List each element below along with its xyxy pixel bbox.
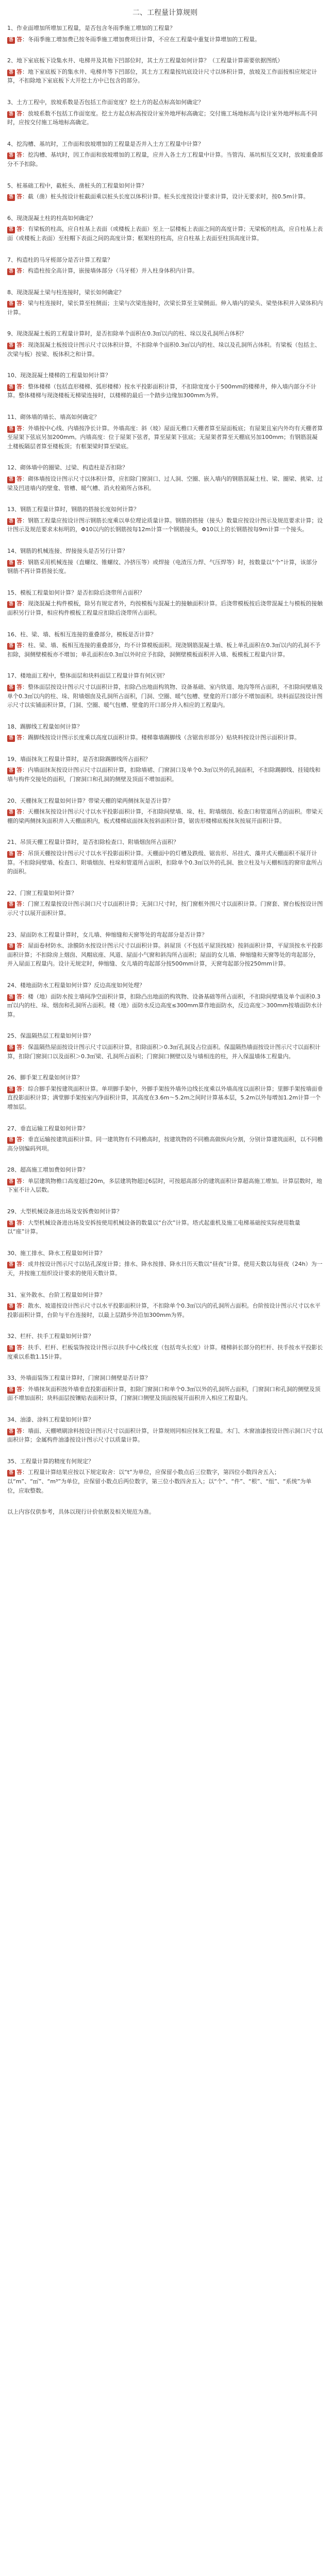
answer-label: 答 [16, 226, 23, 233]
question-text: 35、工程量计算的精度有何规定？ [7, 1458, 94, 1465]
answer-badge: 答 [7, 1429, 15, 1435]
answer-badge: 答 [7, 227, 15, 233]
qa-item [7, 98, 323, 127]
answer-label: 答 [16, 767, 23, 774]
answer-badge: 答 [7, 994, 15, 1001]
answer-badge: 答 [7, 685, 15, 691]
answer-text: ：外墙抹灰面积按外墙垂直投影面积计算，扣除门窗洞口和单个0.3㎡以外的孔洞所占面积，门窗洞口和孔洞的侧壁及顶面不增加面积；块料面层按镶贴表面积计算，门窗洞口侧壁及顶面按展开面积并入相应工程量内。 [7, 1385, 321, 1402]
answer-badge: 答 [7, 809, 15, 816]
answer-block [7, 683, 323, 710]
answer-badge: 答 [7, 902, 15, 908]
qa-item [7, 181, 323, 201]
question-text: 14、钢筋的机械连接、焊接接头是否另行计算？ [7, 547, 128, 554]
qa-item [7, 671, 323, 709]
answer-label: 答 [16, 558, 23, 566]
answer-block [7, 1218, 323, 1236]
question-text: 33、外墙面装饰工程量计算时，门窗洞口侧壁是否计算？ [7, 1375, 151, 1382]
answer-label: 答 [16, 600, 23, 607]
answer-text: ：散水、坡道按设计图示尺寸以水平投影面积计算，不扣除单个0.3㎡以内的孔洞所占面积。台阶按设计图示尺寸以水平投影面积计算，台阶与平台连接时，以最上层踏步外沿加300mm为界。 [7, 1302, 321, 1318]
answer-label: 答 [16, 1344, 23, 1351]
answer-text: ：楼（地）面防水按主墙间净空面积计算，扣除凸出地面的构筑物、设备基础等所占面积，不扣除间壁墙及单个面积0.3㎡以内的柱、垛、烟囱和孔洞所占面积。楼（地）面防水反边高度≤300mm算作地面防水，反边高度＞300mm按墙面防水计算。 [7, 993, 323, 1018]
question-text: 12、砌体墙中的圈梁、过梁、构造柱是否扣除？ [7, 464, 128, 471]
answer-badge: 答 [7, 37, 15, 44]
answer-label: 答 [16, 642, 23, 649]
answer-text: ：整体面层按设计图示尺寸以面积计算，扣除凸出地面构筑物、设备基础、室内铁道、地沟等所占面积，不扣除间壁墙及单个0.3㎡以内的柱、垛、附墙烟囱及孔洞所占面积，门洞、空圈、暖气包槽、壁龛的开口部分不增加面积。块料面层按设计图示尺寸以实铺面积计算，门洞、空圈、暖气包槽、壁龛的开口部分并入相应的工程量内。 [7, 683, 323, 709]
answer-label: 答 [16, 1261, 23, 1268]
answer-block [7, 341, 323, 359]
answer-label: 答 [16, 901, 23, 908]
answer-text: ：钢筋采用机械连接（直螺纹、锥螺纹、冷挤压等）或焊接（电渣压力焊、气压焊等）时，按数量以“个”计算，该部分钢筋不再计算搭接长度。 [7, 558, 318, 575]
answer-badge: 答 [7, 477, 15, 483]
answer-label: 答 [16, 734, 23, 741]
answer-badge: 答 [7, 768, 15, 774]
qa-item [7, 1249, 323, 1278]
answer-text: ：钢筋工程量应按设计图示钢筋长度乘以单位理论质量计算。钢筋的搭接（接头）数量应按设计图示及规范要求计算；设计图示及规范要求未标明的，Φ10以内的长钢筋按每12m计算一个钢筋接头，Φ10以上的长钢筋按每9m计算一个接头。 [7, 517, 323, 533]
answer-label: 答 [16, 1177, 23, 1184]
answer-badge: 答 [7, 851, 15, 858]
answer-text: ：踢脚线按设计图示长度乘以高度以面积计算。楼梯靠墙踢脚线（含锯齿形部分）贴块料按设计图示面积计算。 [22, 734, 301, 741]
answer-block [7, 1301, 323, 1319]
answer-text: ：垂直运输按建筑面积计算。同一建筑物有不同檐高时，按建筑物的不同檐高做纵向分割，分别计算建筑面积，以不同檐高分别编码列项。 [7, 1136, 323, 1152]
question-text: 4、挖沟槽、基坑时，工作面和放坡增加的工程量是否并入土方工程量中计算？ [7, 140, 204, 147]
qa-item [7, 1332, 323, 1361]
answer-text: ：构造柱按全高计算，嵌接墙体部分（马牙槎）并入柱身体积内计算。 [22, 267, 199, 275]
qa-item [7, 1165, 323, 1195]
answer-label: 答 [16, 476, 23, 482]
answer-block [7, 1084, 323, 1112]
answer-badge: 答 [7, 426, 15, 433]
answer-badge: 答 [7, 518, 15, 525]
answer-badge: 答 [7, 301, 15, 308]
answer-label: 答 [16, 36, 23, 43]
answer-text: ：挖沟槽、基坑时，因工作面和放坡增加的工程量，应并入各土方工程量中计算。当管沟、基坑相互交叉时，放坡重叠部分不予扣除。 [7, 151, 323, 167]
qa-item [7, 630, 323, 659]
answer-label: 答 [16, 1385, 23, 1393]
question-text: 26、脚手架工程量如何计算？ [7, 1074, 82, 1081]
qa-item [7, 796, 323, 826]
qa-item [7, 1457, 323, 1495]
answer-block [7, 424, 323, 451]
answer-badge: 答 [7, 152, 15, 159]
answer-label: 答 [16, 808, 23, 816]
answer-text: ：内墙面抹灰按设计图示尺寸以面积计算，扣除墙裙、门窗洞口及单个0.3㎡以外的孔洞面积，不扣除踢脚线、挂镜线和墙与构件交接处的面积，门窗洞口和孔洞的侧壁及顶面不增加面积。 [7, 767, 321, 783]
qa-item [7, 24, 323, 44]
answer-badge: 答 [7, 1387, 15, 1394]
answer-block [7, 109, 323, 127]
footer-note: 以上内容仅供参考，具体以现行计价依据及相关规范为准。 [7, 1509, 155, 1516]
answer-block [7, 516, 323, 534]
answer-text: ：现浇混凝土板按设计图示尺寸以体积计算，不扣除单个面积0.3㎡以内的柱、垛以及孔洞所占体积。有梁板（包括主、次梁与板）按梁、板体积之和计算。 [7, 342, 321, 358]
qa-item [7, 214, 323, 243]
answer-badge: 答 [7, 1470, 15, 1477]
answer-label: 答 [16, 383, 23, 390]
question-text: 27、垂直运输工程量如何计算？ [7, 1125, 88, 1132]
question-text: 20、天棚抹灰工程量如何计算？带梁天棚的梁两侧抹灰是否计算？ [7, 797, 173, 804]
answer-label: 答 [16, 300, 23, 307]
question-text: 24、楼地面防水工程量如何计算？反边高度如何处理？ [7, 981, 145, 989]
answer-badge: 答 [7, 1087, 15, 1093]
answer-text: ：屋面卷材防水、涂膜防水按设计图示尺寸以面积计算。斜屋顶（不包括平屋顶找坡）按斜面积计算，平屋顶按水平投影面积计算；不扣除房上烟囱、风帽底座、风道、屋面小气窗和斜沟所占面积；屋面的女儿墙、伸缩缝和天窗等处的弯起部分，并入屋面工程量内。设计无规定时，伸缩缝、女儿墙的弯起部分按500mm计算，天窗弯起部分按250mm计算。 [7, 942, 323, 968]
qa-item [7, 930, 323, 969]
answer-block [7, 266, 323, 276]
answer-badge: 答 [7, 194, 15, 201]
answer-text: ：综合脚手架按建筑面积计算。单项脚手架中，外脚手架按外墙外边线长度乘以外墙高度以面积计算；里脚手架按墙面垂直投影面积计算；满堂脚手架按室内净面积计算，其高度在3.6m～5.2m之间时计算基本层，5.2m以外每增加1.2m计算一个增加层。 [7, 1085, 323, 1110]
question-text: 10、现浇混凝土楼梯的工程量如何计算？ [7, 372, 111, 379]
answer-block [7, 1385, 323, 1403]
qa-item [7, 463, 323, 493]
question-text: 22、门窗工程量如何计算？ [7, 889, 77, 896]
answer-label: 答 [16, 517, 23, 524]
answer-block [7, 1177, 323, 1195]
question-text: 19、墙面抹灰工程量计算时，是否扣除踢脚线所占面积？ [7, 755, 151, 762]
answer-text: ：门窗工程量按设计图示洞口尺寸以面积计算；无洞口尺寸时，按门窗框外围尺寸以面积计算。门窗套、窗台板按设计图示尺寸以展开面积计算。 [7, 901, 323, 917]
question-text: 7、构造柱的马牙槎部分是否计算工程量？ [7, 256, 113, 263]
answer-text: ：天棚抹灰按设计图示尺寸以水平投影面积计算，不扣除间壁墙、垛、柱、附墙烟囱、检查口和管道所占的面积。带梁天棚的梁两侧抹灰面积并入天棚面积内，板式楼梯底面抹灰按斜面积计算，锯齿形楼梯底板抹灰按展开面积计算。 [7, 808, 323, 824]
answer-text: ：单层建筑物檐口高度超过20m，多层建筑物超过6层时，可按超高部分的建筑面积计算超高施工增加。计算层数时，地下室不计入层数。 [7, 1177, 322, 1194]
answer-block [7, 192, 323, 201]
answer-label: 答 [16, 1085, 23, 1092]
answer-label: 答 [16, 193, 23, 200]
qa-item [7, 329, 323, 359]
question-text: 21、吊顶天棚工程量计算时，是否扣除检查口、附墙烟囱所占面积？ [7, 839, 179, 846]
question-text: 13、钢筋工程量计算时，钢筋的搭接长度如何计算？ [7, 506, 139, 513]
qa-item [7, 256, 323, 276]
question-text: 23、屋面防水工程量计算时，女儿墙、伸缩缝和天窗等处的弯起部分是否计算？ [7, 931, 207, 938]
answer-label: 答 [16, 993, 23, 1000]
answer-block [7, 299, 323, 317]
answer-block [7, 1427, 323, 1445]
qa-item [7, 981, 323, 1019]
qa-item [7, 1415, 323, 1445]
qa-item [7, 1031, 323, 1061]
answer-block [7, 992, 323, 1020]
question-text: 18、踢脚线工程量如何计算？ [7, 723, 82, 730]
answer-badge: 答 [7, 735, 15, 742]
answer-label: 答 [16, 342, 23, 349]
question-text: 9、现浇混凝土板的工程量计算时，是否扣除单个面积在0.3㎡以内的柱、垛以及孔洞所占体积？ [7, 330, 247, 337]
answer-text: ：外墙按中心线、内墙按净长计算。外墙高度：斜（坡）屋面无檐口天棚者算至屋面板底；有屋架且室内外均有天棚者算至屋架下弦底另加200mm。内墙高度：位于屋架下弦者，算至屋架下弦底；无屋架者算至天棚底另加100mm；有钢筋混凝土楼板隔层者算至楼板顶；有框架梁时算至梁底。 [7, 425, 323, 450]
qa-item [7, 505, 323, 534]
answer-text: ：大型机械设备进出场及安拆按使用机械设备的数量以“台次”计算。塔式起重机及施工电梯基础按实际使用数量以“座”计算。 [7, 1219, 301, 1235]
qa-item [7, 371, 323, 400]
answer-label: 答 [16, 425, 23, 432]
answer-block [7, 558, 323, 576]
qa-item [7, 1207, 323, 1236]
answer-label: 答 [16, 1427, 23, 1434]
answer-label: 答 [16, 942, 23, 950]
question-text: 2、地下室底板下设集水井、电梯井及其他下凹部位时，其土方工程量如何计算？（工程量计算需要依据图纸） [7, 57, 283, 64]
qa-item [7, 547, 323, 576]
answer-text: ：墙面、天棚喷刷涂料按设计图示尺寸以面积计算，计算规则同相应抹灰工程量。木门、木窗油漆按设计图示洞口尺寸以面积计算；金属构件油漆按设计图示尺寸以质量计算。 [7, 1427, 323, 1444]
qa-item [7, 1291, 323, 1320]
answer-text: ：工程量计算结果应按以下规定取舍：以“t”为单位，应保留小数点后三位数字，第四位小数四舍五入；以“m”、“㎡”、“m³”为单位，应保留小数点后两位数字，第三位小数四舍五入；以“个”、“件”、“根”、“组”、“系统”为单位，应取整数。 [7, 1469, 312, 1494]
qa-item [7, 1124, 323, 1154]
answer-badge: 答 [7, 1262, 15, 1268]
question-text: 1、作业面增加所增加工程量，是否包含冬雨季施工增加的工程量？ [7, 25, 175, 31]
answer-text: ：吊顶天棚按设计图示尺寸以水平投影面积计算。天棚面中的灯槽及跌级、锯齿形、吊挂式、藻井式天棚面积不展开计算。不扣除间壁墙、检查口、附墙烟囱、柱垛和管道所占面积，扣除单个0.3㎡以外的孔洞、独立柱及与天棚相连的窗帘盒所占的面积。 [7, 850, 323, 875]
answer-text: ：砌体墙按设计图示尺寸以体积计算，应扣除门窗洞口、过人洞、空圈、嵌入墙内的钢筋混凝土柱、梁、圈梁、挑梁、过梁及凹进墙内的壁龛、管槽、暖气槽、消火栓箱所占体积。 [7, 476, 323, 492]
answer-block [7, 150, 323, 168]
answer-badge: 答 [7, 111, 15, 118]
answer-label: 答 [16, 1302, 23, 1310]
question-text: 34、油漆、涂料工程量如何计算？ [7, 1416, 94, 1423]
question-text: 16、柱、梁、墙、板相互连接的重叠部分，模板是否计算？ [7, 631, 156, 638]
qa-item [7, 1374, 323, 1403]
qa-item [7, 755, 323, 784]
answer-badge: 答 [7, 1179, 15, 1185]
answer-text: ：放坡系数不包括工作面宽度。挖土方起点标高按设计室外地坪标高确定；交付施工场地标高与设计室外地坪标高不同时，应按交付施工场地标高确定。 [7, 110, 318, 126]
answer-badge: 答 [7, 1345, 15, 1352]
qa-item [7, 1073, 323, 1111]
answer-block [7, 766, 323, 784]
question-text: 25、保温隔热层工程量如何计算？ [7, 1032, 94, 1040]
answer-block [7, 641, 323, 659]
answer-block [7, 941, 323, 969]
answer-label: 答 [16, 110, 23, 117]
answer-text: ：截（凿）桩头按设计桩截面乘以桩头长度以体积计算。桩头长度按设计要求计算，设计无要求时，按0.5m计算。 [22, 193, 309, 200]
answer-block [7, 807, 323, 825]
answer-text: ：现浇混凝土构件模板，除另有规定者外，均按模板与混凝土的接触面积计算。后浇带模板按后浇带混凝土与模板的接触面积另行计算，相应构件模板工程量应扣除后浇带所占面积。 [7, 600, 323, 616]
qa-item [7, 140, 323, 169]
question-text: 30、施工排水、降水工程量如何计算？ [7, 1249, 105, 1257]
answer-label: 答 [16, 850, 23, 857]
answer-label: 答 [16, 151, 23, 159]
answer-label: 答 [16, 1136, 23, 1143]
answer-block [7, 849, 323, 876]
answer-block [7, 35, 323, 44]
question-text: 17、楼地面工程中，整体面层和块料面层工程量计算有何区别？ [7, 672, 168, 680]
question-text: 15、模板工程量如何计算？是否扣除后浇带所占面积？ [7, 589, 145, 596]
answer-block [7, 1135, 323, 1153]
question-text: 11、砌体墙的墙长、墙高如何确定？ [7, 414, 100, 421]
answer-block [7, 900, 323, 918]
answer-text: ：冬雨季施工增加费已按冬雨季施工增加费项目计算，不应在工程量中重复计算增加的工程量。 [22, 36, 261, 43]
question-text: 28、超高施工增加费如何计算？ [7, 1166, 88, 1174]
answer-text: ：成井按设计图示尺寸以钻孔深度计算；排水、降水按排、降水日历天数以“昼夜”计算。使用天数以每昼夜（24h）为一天，并按施工组织设计要求的使用天数计算。 [7, 1261, 323, 1277]
answer-block [7, 599, 323, 617]
answer-badge: 答 [7, 1221, 15, 1227]
qa-item [7, 588, 323, 618]
answer-block [7, 225, 323, 243]
qa-item [7, 56, 323, 86]
answer-text: ：扶手、栏杆、栏板装饰按设计图示以扶手中心线长度（包括弯头长度）计算。楼梯斜长部分的栏杆、扶手按水平投影长度乘以系数1.15计算。 [7, 1344, 323, 1360]
answer-block [7, 474, 323, 493]
answer-text: ：整体楼梯（包括直形楼梯、弧形楼梯）按水平投影面积计算，不扣除宽度小于500mm的楼梯井，伸入墙内部分不计算。整体楼梯与现浇楼板无梯梁连接时，以楼梯的最后一个踏步边缘加300mm为界。 [7, 383, 317, 399]
answer-text: ：有梁板的柱高，应自柱基上表面（或楼板上表面）至上一层楼板上表面之间的高度计算；无梁板的柱高，应自柱基上表面（或楼板上表面）至柱帽下表面之间的高度计算；框架柱的柱高，应自柱基上表面至柱顶高度计算。 [7, 226, 323, 242]
answer-badge: 答 [7, 1303, 15, 1310]
answer-badge: 答 [7, 943, 15, 950]
answer-block [7, 1343, 323, 1361]
answer-badge: 答 [7, 1045, 15, 1052]
answer-badge: 答 [7, 268, 15, 275]
question-text: 8、现浇混凝土梁与柱连接时，梁长如何确定？ [7, 289, 124, 296]
answer-text: ：地下室底板下的集水井、电梯井等下凹部位，其土方工程量按坑底设计尺寸以体积计算，放坡及工作面按相应规定计算，不扣除地下室底板下大开挖土方中已包含的部分。 [7, 68, 318, 84]
qa-item [7, 838, 323, 876]
answer-label: 答 [16, 1043, 23, 1050]
answer-label: 答 [16, 1219, 23, 1226]
answer-text: ：梁与柱连接时，梁长算至柱侧面；主梁与次梁连接时，次梁长算至主梁侧面。伸入墙内的梁头、梁垫体积并入梁体积内计算。 [7, 300, 323, 316]
question-text: 32、栏杆、扶手工程量如何计算？ [7, 1333, 94, 1340]
qa-item [7, 413, 323, 451]
answer-block [7, 67, 323, 86]
answer-badge: 答 [7, 384, 15, 391]
qa-list [7, 24, 323, 1495]
answer-badge: 答 [7, 1137, 15, 1144]
answer-text: ：柱、梁、墙、板相互连接的重叠部分，均不计算模板面积。现浇钢筋混凝土墙、板上单孔面积在0.3㎡以内的孔洞不予扣除，洞侧壁模板亦不增加；单孔面积在0.3㎡以外时应予扣除，洞侧壁模板面积并入墙、板模板工程量内计算。 [7, 642, 321, 658]
answer-label: 答 [16, 267, 23, 275]
answer-badge: 答 [7, 601, 15, 608]
question-text: 31、室外散水、台阶工程量如何计算？ [7, 1291, 105, 1298]
qa-item [7, 722, 323, 742]
answer-block [7, 382, 323, 400]
answer-label: 答 [16, 68, 23, 75]
answer-badge: 答 [7, 70, 15, 76]
question-text: 5、桩基础工程中，截桩头、凿桩头的工程量如何计算？ [7, 182, 147, 189]
answer-block [7, 1043, 323, 1061]
page-title: 二、工程量计算规则 [133, 9, 197, 17]
qa-item [7, 288, 323, 317]
answer-label: 答 [16, 1469, 23, 1476]
answer-badge: 答 [7, 643, 15, 650]
answer-block [7, 733, 323, 742]
qa-item [7, 889, 323, 918]
answer-text: ：保温隔热屋面按设计图示尺寸以面积计算，扣除面积＞0.3㎡孔洞及占位面积。保温隔热墙面按设计图示尺寸以面积计算，扣除门窗洞口以及面积＞0.3㎡梁、孔洞所占面积；门窗洞口侧壁以及与墙相连的柱，并入保温墙体工程量内。 [7, 1043, 321, 1060]
answer-label: 答 [16, 683, 23, 690]
question-text: 29、大型机械设备进出场及安拆费如何计算？ [7, 1208, 122, 1215]
answer-block [7, 1468, 323, 1495]
answer-block [7, 1260, 323, 1278]
answer-badge: 答 [7, 343, 15, 349]
question-text: 3、土方工程中，放坡系数是否包括工作面宽度？挖土方的起点标高如何确定？ [7, 98, 204, 106]
answer-badge: 答 [7, 560, 15, 567]
question-text: 6、现浇混凝土柱的柱高如何确定？ [7, 214, 96, 222]
